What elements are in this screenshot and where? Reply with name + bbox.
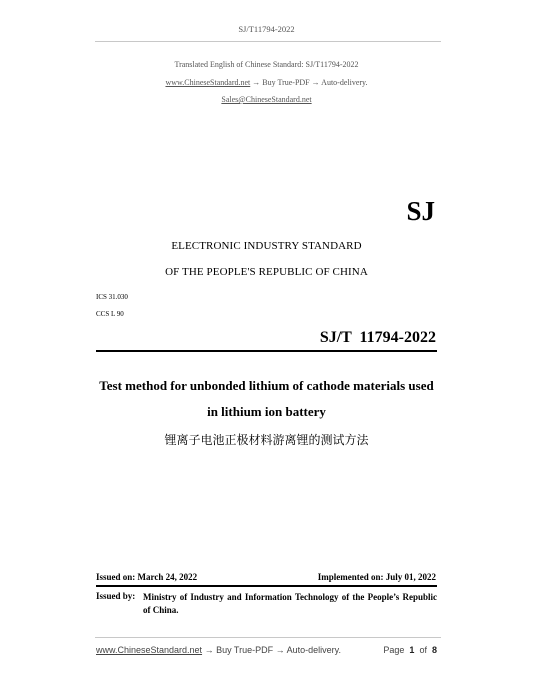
email-line <box>0 95 533 104</box>
issued-by-text: Ministry of Industry and Information Technology of the People’s Republic of China. <box>143 592 437 615</box>
page-of: of <box>419 645 427 655</box>
footer-promo <box>96 645 341 655</box>
page-total: 8 <box>431 645 437 655</box>
site-link[interactable]: www.ChineseStandard.net <box>165 78 251 87</box>
email-link[interactable]: Sales@ChineseStandard.net <box>221 95 312 104</box>
implemented-on-date: Implemented on: July 01, 2022 <box>317 572 436 582</box>
page-indicator <box>383 645 437 655</box>
standard-title-line1: ELECTRONIC INDUSTRY STANDARD <box>171 240 362 252</box>
promo-line <box>0 78 533 87</box>
ics-code: ICS 31.030 <box>96 293 128 301</box>
document-title-line1: Test method for unbonded lithium of cathode materials used <box>99 378 434 393</box>
title-divider <box>96 350 437 352</box>
standard-title-line2: OF THE PEOPLE'S REPUBLIC OF CHINA <box>165 266 368 278</box>
page-current: 1 <box>409 645 415 655</box>
footer-site-link[interactable]: www.ChineseStandard.net <box>96 645 203 655</box>
dates-divider <box>96 585 437 587</box>
issued-on-date: Issued on: March 24, 2022 <box>96 572 198 582</box>
page-label: Page <box>383 645 405 655</box>
issued-by-label: Issued by: <box>96 591 136 601</box>
standard-mark: SJ <box>406 196 435 226</box>
chinese-title: 锂离子电池正极材料游离锂的测试方法 <box>164 433 369 447</box>
header-divider <box>95 41 441 42</box>
footer-divider <box>95 637 441 638</box>
translation-note: Translated English of Chinese Standard: SJ/T11794-2022 <box>174 60 359 69</box>
standard-number: SJ/T 11794-2022 <box>319 329 436 346</box>
footer <box>96 645 437 655</box>
promo-text: → Buy True-PDF → Auto-delivery. <box>250 78 368 87</box>
footer-promo-text: → Buy True-PDF → Auto-delivery. <box>202 645 341 655</box>
document-title-line2: in lithium ion battery <box>207 404 326 419</box>
running-header: SJ/T11794-2022 <box>238 24 295 34</box>
ccs-code: CCS L 90 <box>96 310 124 318</box>
